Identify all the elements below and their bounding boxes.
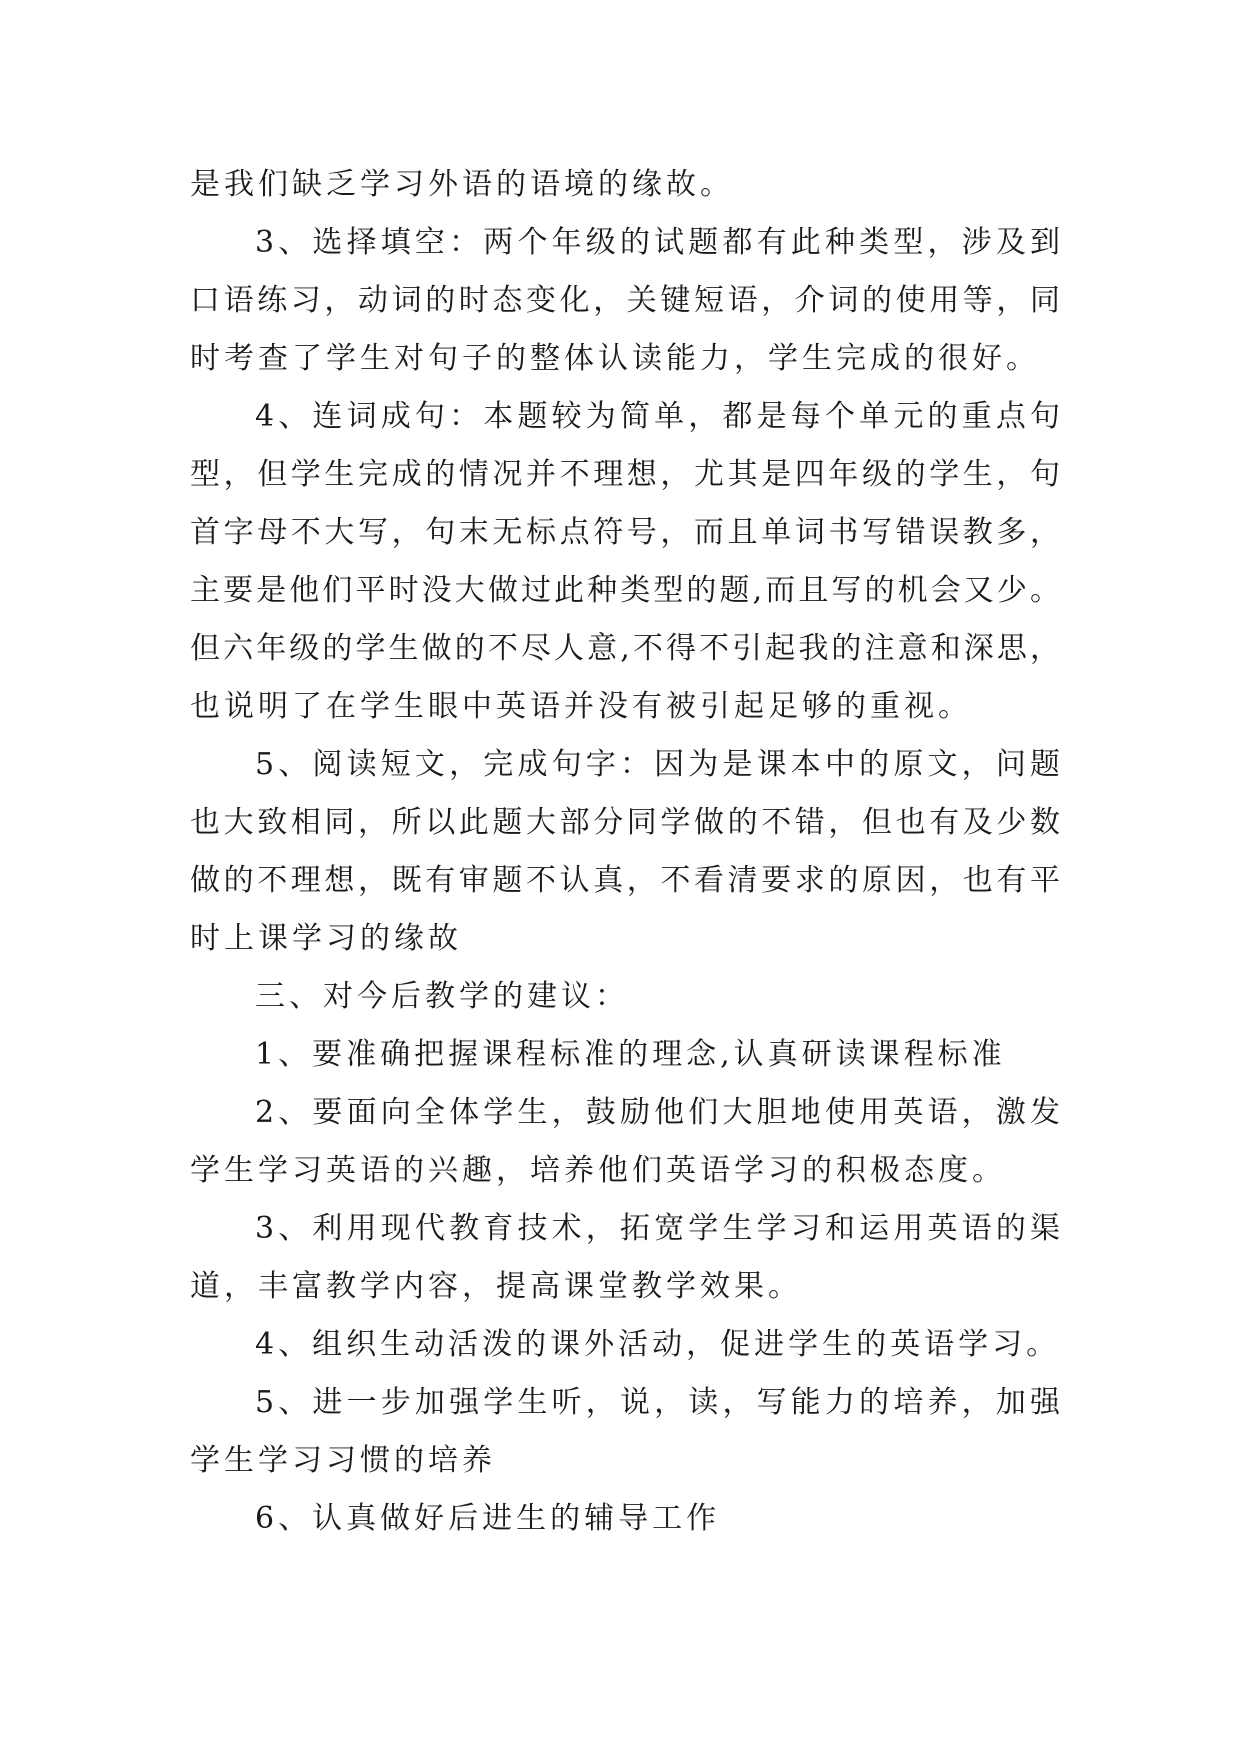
paragraph-line: 4、组织生动活泼的课外活动，促进学生的英语学习。 — [255, 1327, 1061, 1362]
text-line: 道，丰富教学内容，提高课堂教学效果。 — [190, 1269, 802, 1304]
paragraph-line: 3、选择填空：两个年级的试题都有此种类型，涉及到 — [255, 225, 1060, 260]
text-line: 做的不理想，既有审题不认真，不看清要求的原因，也有平 — [190, 863, 1060, 898]
paragraph-line: 5、阅读短文，完成句字：因为是课本中的原文，问题 — [255, 747, 1060, 782]
text-line: 时考查了学生对句子的整体认读能力，学生完成的很好。 — [190, 341, 1040, 376]
paragraph-line: 5、进一步加强学生听，说，读，写能力的培养，加强 — [255, 1385, 1060, 1420]
text-line: 也说明了在学生眼中英语并没有被引起足够的重视。 — [190, 689, 972, 724]
paragraph-line: 6、认真做好后进生的辅导工作 — [255, 1501, 721, 1536]
text-line: 学生学习英语的兴趣，培养他们英语学习的积极态度。 — [190, 1153, 1006, 1188]
text-line: 但六年级的学生做的不尽人意,不得不引起我的注意和深思， — [190, 631, 1060, 666]
text-line: 时上课学习的缘故 — [190, 921, 462, 956]
section-heading: 三、对今后教学的建议： — [255, 979, 629, 1014]
text-line: 也大致相同，所以此题大部分同学做的不错，但也有及少数 — [190, 805, 1060, 840]
text-line: 学生学习习惯的培养 — [190, 1443, 496, 1478]
text-line: 是我们缺乏学习外语的语境的缘故。 — [190, 167, 734, 202]
paragraph-line: 3、利用现代教育技术，拓宽学生学习和运用英语的渠 — [255, 1211, 1060, 1246]
text-line: 主要是他们平时没大做过此种类型的题,而且写的机会又少。 — [190, 573, 1060, 608]
text-line: 型，但学生完成的情况并不理想，尤其是四年级的学生，句 — [190, 457, 1060, 492]
paragraph-line: 1、要准确把握课程标准的理念,认真研读课程标准 — [255, 1037, 1006, 1072]
paragraph-line: 2、要面向全体学生，鼓励他们大胆地使用英语，激发 — [255, 1095, 1060, 1130]
paragraph-line: 4、连词成句：本题较为简单，都是每个单元的重点句 — [255, 399, 1060, 434]
text-line: 口语练习，动词的时态变化，关键短语，介词的使用等，同 — [190, 283, 1060, 318]
text-line: 首字母不大写，句末无标点符号，而且单词书写错误教多， — [190, 515, 1060, 550]
